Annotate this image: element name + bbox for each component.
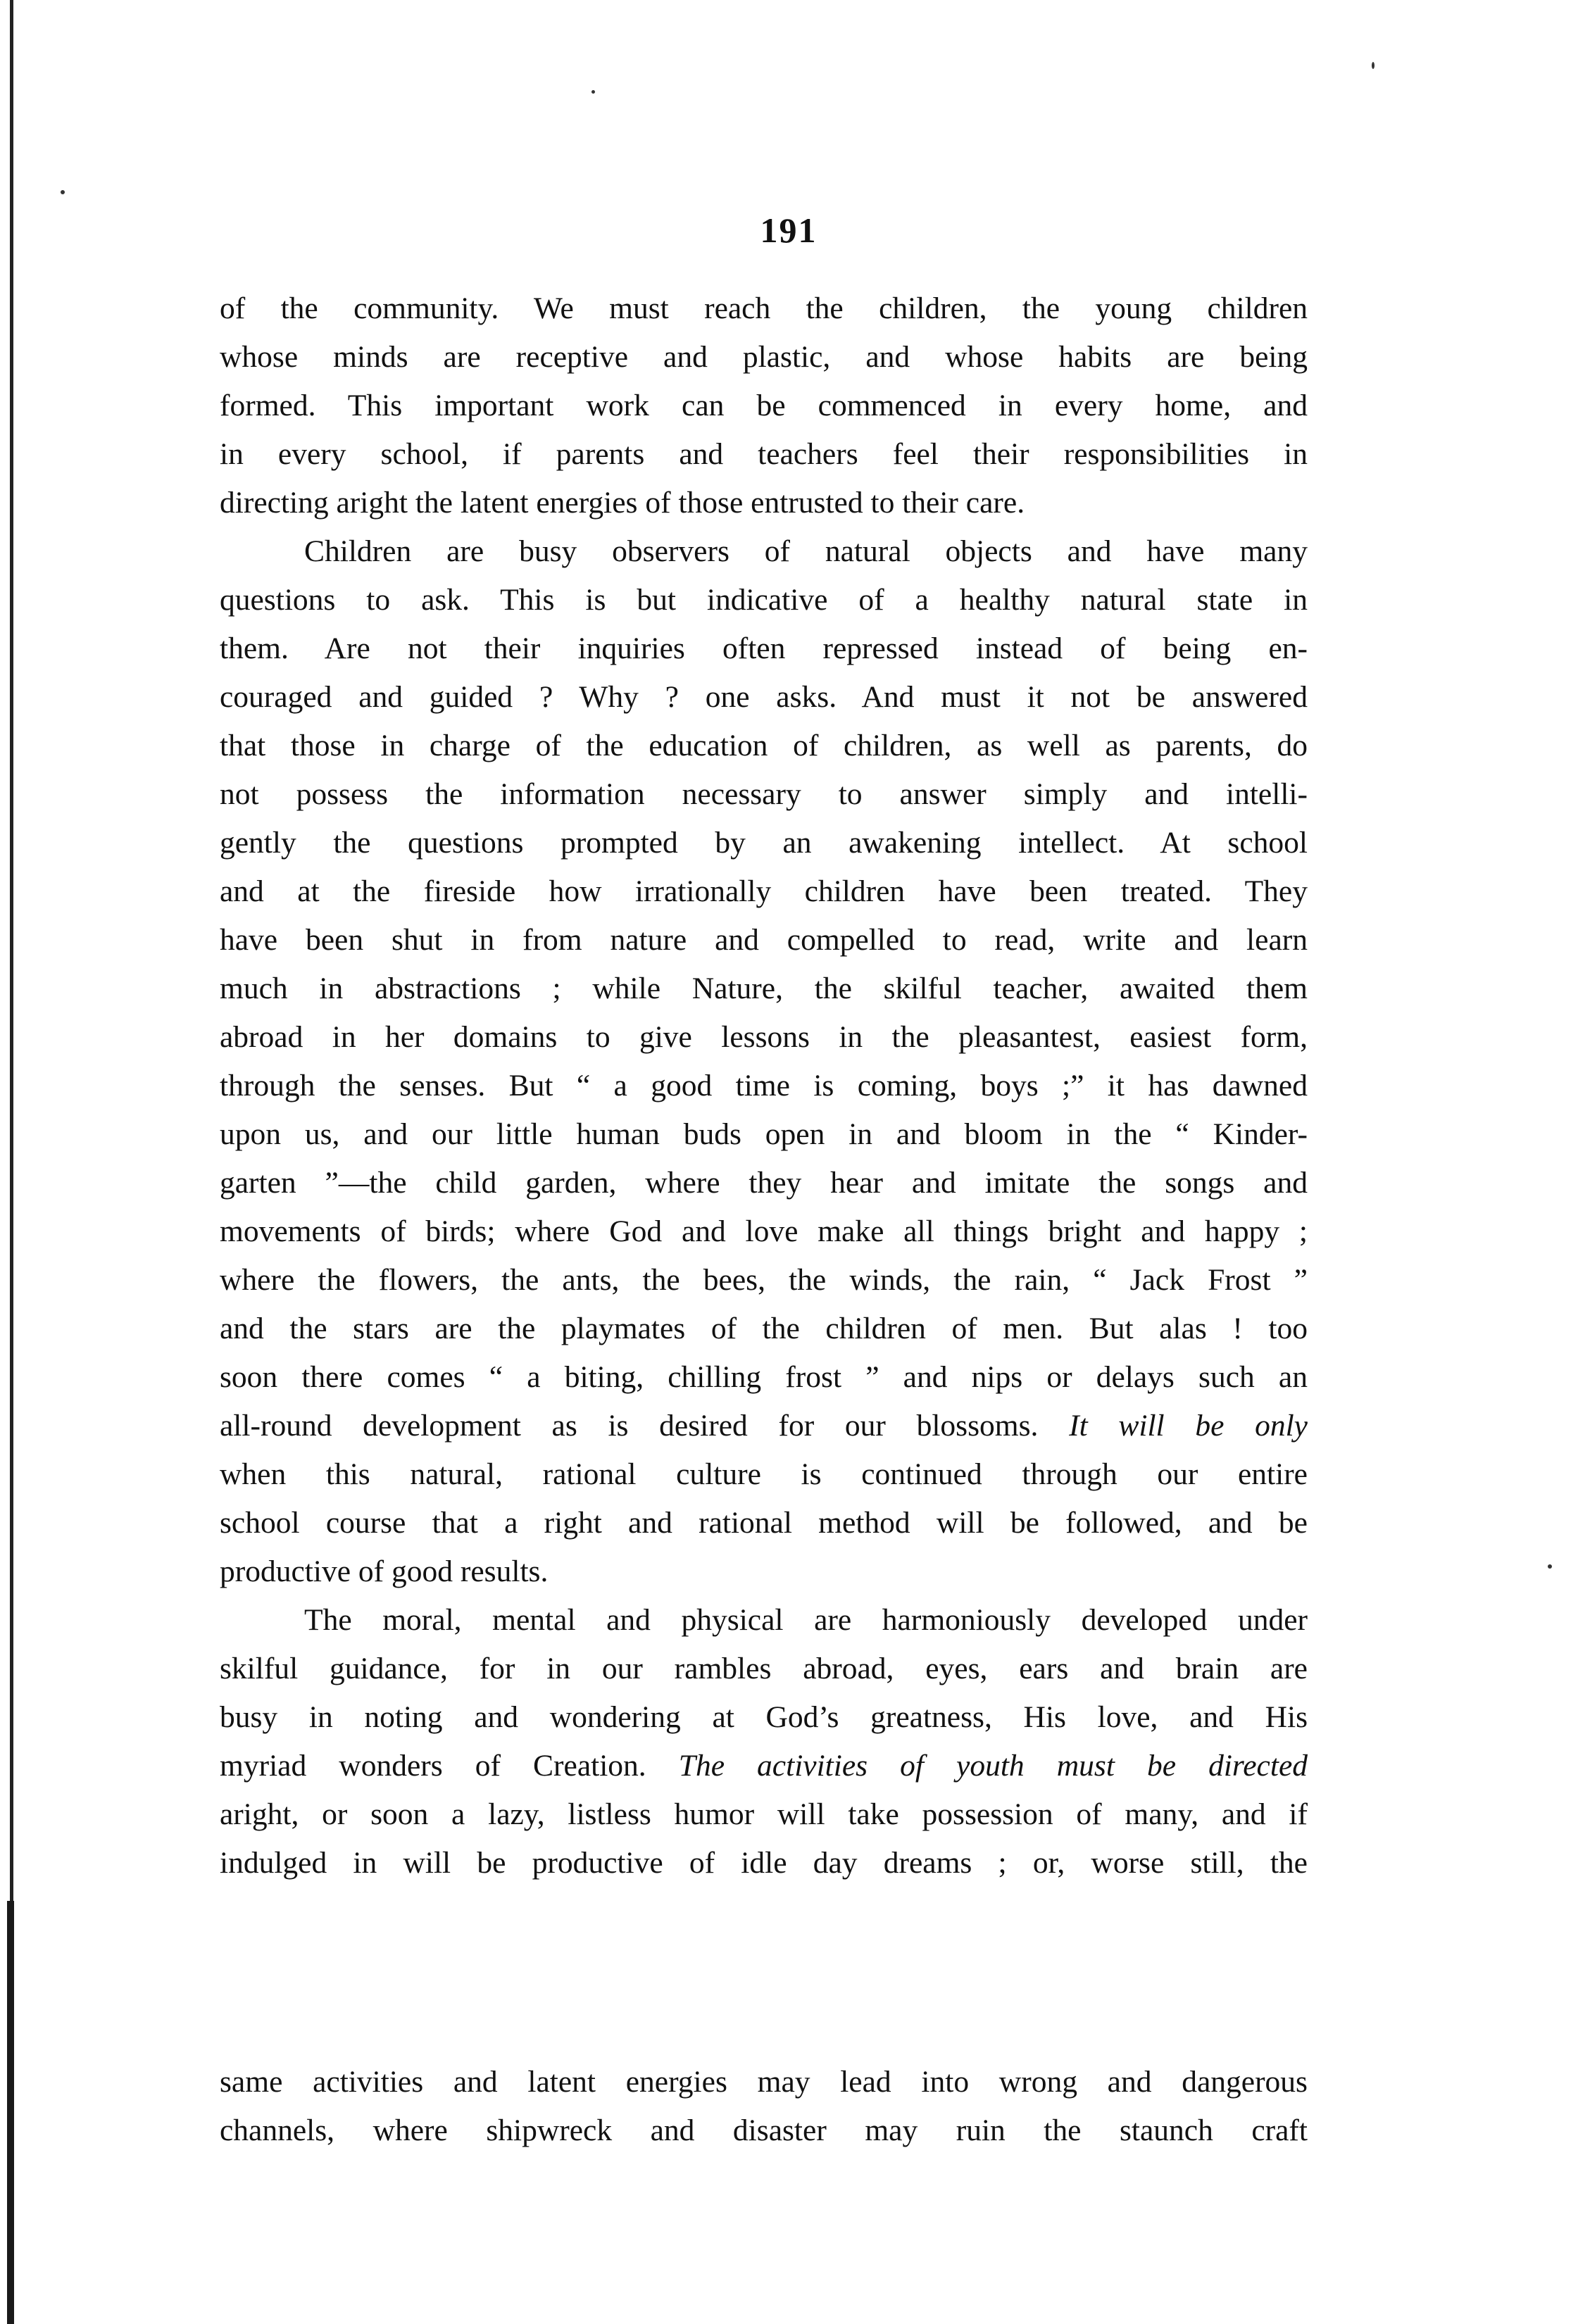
text-line-with-italic xyxy=(220,1742,1308,1790)
scan-speck xyxy=(591,90,595,94)
text-line: indulged in will be productive of idle day dreams ; or, worse still, the xyxy=(220,1846,1308,1880)
text-line: them. Are not their inquiries often repressed instead of being en- xyxy=(220,632,1308,665)
main-text xyxy=(220,284,1308,1888)
text-line: soon there comes “ a biting, chilling frost ” and nips or delays such an xyxy=(220,1360,1308,1394)
text-line: couraged and guided ? Why ? one asks. And must it not be answered xyxy=(220,680,1308,714)
text-line: where the flowers, the ants, the bees, the winds, the rain, “ Jack Frost ” xyxy=(220,1263,1308,1297)
italic-run: The activities of youth must be directed xyxy=(678,1749,1308,1783)
text-line: of the community. We must reach the children, the young children xyxy=(220,291,1308,325)
text-line: abroad in her domains to give lessons in the pleasantest, easiest form, xyxy=(220,1020,1308,1054)
text-line: directing aright the latent energies of those entrusted to their care. xyxy=(220,486,1025,520)
text-run: all-round development as is desired for our blossoms. xyxy=(220,1409,1039,1443)
text-line: much in abstractions ; while Nature, the skilful teacher, awaited them xyxy=(220,972,1308,1005)
text-line: whose minds are receptive and plastic, and whose habits are being xyxy=(220,340,1308,374)
text-line: have been shut in from nature and compelled to read, write and learn xyxy=(220,923,1308,957)
text-line: movements of birds; where God and love make all things bright and happy ; xyxy=(220,1214,1308,1248)
text-run: myriad wonders of Creation. xyxy=(220,1749,646,1783)
text-line: busy in noting and wondering at God’s greatness, His love, and His xyxy=(220,1700,1308,1734)
text-line-with-italic xyxy=(220,1402,1308,1450)
page-edge-shadow-thick xyxy=(7,1901,14,2324)
text-line: not possess the information necessary to answer simply and intelli- xyxy=(220,777,1308,811)
scan-speck xyxy=(61,190,65,194)
text-line: and the stars are the playmates of the children of men. But alas ! too xyxy=(220,1312,1308,1345)
text-line: aright, or soon a lazy, listless humor will take possession of many, and if xyxy=(220,1797,1308,1831)
text-line: in every school, if parents and teachers feel their responsibilities in xyxy=(220,437,1308,471)
scan-speck xyxy=(1372,62,1375,69)
page-number: 191 xyxy=(760,211,818,250)
text-line: formed. This important work can be commenced in every home, and xyxy=(220,389,1308,422)
text-line: garten ”—the child garden, where they hear and imitate the songs and xyxy=(220,1166,1308,1200)
text-line: school course that a right and rational method will be followed, and be xyxy=(220,1506,1308,1540)
text-line: Children are busy observers of natural objects and have many xyxy=(304,534,1308,568)
continuation-text xyxy=(220,2058,1308,2155)
scan-speck xyxy=(1548,1564,1552,1569)
text-line: through the senses. But “ a good time is coming, boys ;” it has dawned xyxy=(220,1069,1308,1103)
text-line: productive of good results. xyxy=(220,1554,549,1588)
text-line: upon us, and our little human buds open in and bloom in the “ Kinder- xyxy=(220,1117,1308,1151)
text-line: questions to ask. This is but indicative of a healthy natural state in xyxy=(220,583,1308,617)
text-line: and at the fireside how irrationally children have been treated. They xyxy=(220,874,1308,908)
text-line: channels, where shipwreck and disaster may ruin the staunch craft xyxy=(220,2113,1308,2147)
text-line: when this natural, rational culture is continued through our entire xyxy=(220,1457,1308,1491)
italic-run: It will be only xyxy=(1069,1409,1308,1443)
text-line: skilful guidance, for in our rambles abroad, eyes, ears and brain are xyxy=(220,1652,1308,1685)
text-line: The moral, mental and physical are harmoniously developed under xyxy=(304,1603,1308,1637)
text-line: gently the questions prompted by an awakening intellect. At school xyxy=(220,826,1308,860)
text-line: that those in charge of the education of children, as well as parents, do xyxy=(220,729,1308,762)
text-line: same activities and latent energies may lead into wrong and dangerous xyxy=(220,2065,1308,2099)
